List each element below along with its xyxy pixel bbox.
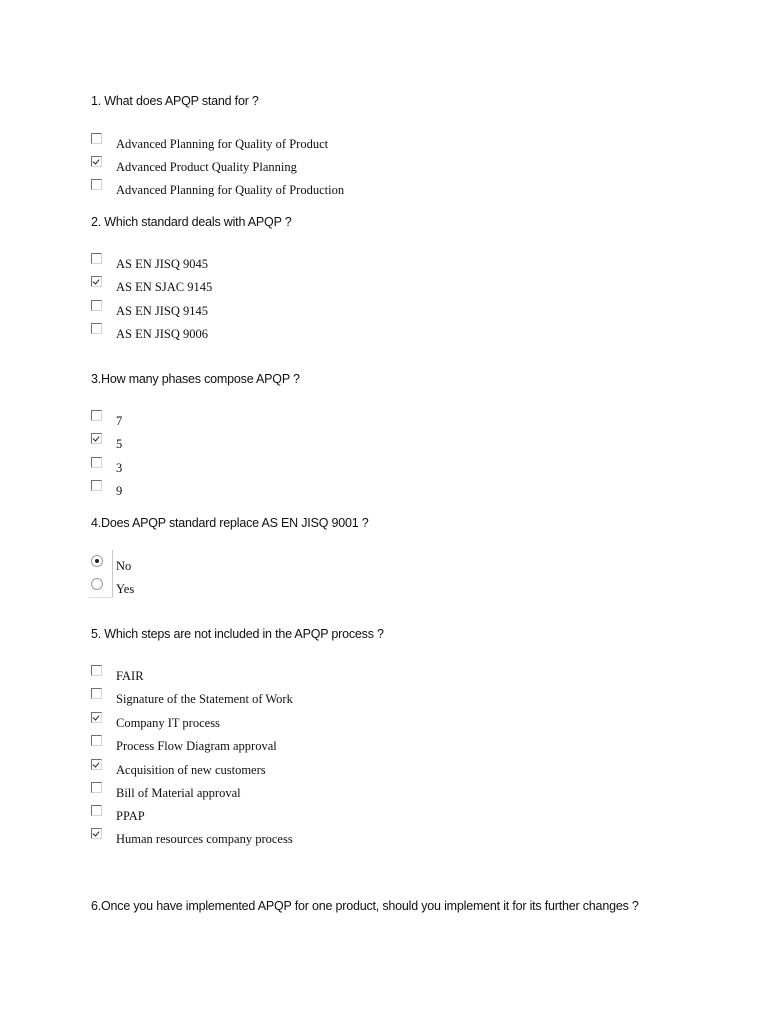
question-5-option-1[interactable] [0, 665, 600, 685]
option-label: 7 [116, 414, 123, 428]
radio-divider [112, 573, 113, 597]
option-label: Signature of the Statement of Work [116, 692, 293, 706]
checkbox[interactable] [91, 179, 102, 190]
question-2-option-4[interactable] [0, 323, 600, 343]
option-label: AS EN JISQ 9045 [116, 257, 209, 271]
question-5-option-4[interactable] [0, 735, 600, 755]
option-label: Bill of Material approval [116, 786, 241, 800]
option-label: 9 [116, 484, 123, 498]
option-label: Process Flow Diagram approval [116, 739, 277, 753]
question-3-option-4[interactable] [0, 480, 600, 500]
question-4-option-2[interactable] [0, 578, 600, 598]
question-1-option-2[interactable] [0, 156, 600, 176]
radio-divider [112, 550, 113, 574]
question-5-option-5[interactable] [0, 759, 600, 779]
checkbox[interactable] [91, 253, 102, 264]
question-2-option-2[interactable] [0, 276, 600, 296]
checkbox[interactable] [91, 828, 102, 839]
question-2-option-3[interactable] [0, 300, 600, 320]
checkbox[interactable] [91, 410, 102, 421]
question-2-option-1[interactable] [0, 253, 600, 273]
option-label: Company IT process [116, 716, 220, 730]
checkbox[interactable] [91, 276, 102, 287]
option-label: AS EN JISQ 9145 [116, 304, 209, 318]
checkbox[interactable] [91, 805, 102, 816]
question-5-option-7[interactable] [0, 805, 600, 825]
checkbox[interactable] [91, 300, 102, 311]
question-3-option-3[interactable] [0, 457, 600, 477]
question-5-option-2[interactable] [0, 688, 600, 708]
checkbox[interactable] [91, 688, 102, 699]
question-4-option-1[interactable] [0, 555, 600, 575]
checkbox[interactable] [91, 712, 102, 723]
option-label: Advanced Planning for Quality of Production [116, 183, 345, 197]
question-3-option-2[interactable] [0, 433, 600, 453]
question-4-text: 4.Does APQP standard replace AS EN JISQ 9001 ? [91, 516, 369, 530]
question-5-text: 5. Which steps are not included in the APQP process ? [91, 627, 384, 641]
question-5-option-6[interactable] [0, 782, 600, 802]
option-label: 3 [116, 461, 123, 475]
option-label: No [116, 559, 132, 573]
checkbox[interactable] [91, 759, 102, 770]
question-2-text: 2. Which standard deals with APQP ? [91, 215, 292, 229]
radio-divider [89, 597, 113, 598]
option-label: 5 [116, 437, 123, 451]
checkbox[interactable] [91, 323, 102, 334]
option-label: AS EN JISQ 9006 [116, 327, 209, 341]
option-label: Acquisition of new customers [116, 763, 266, 777]
option-label: Advanced Planning for Quality of Product [116, 137, 329, 151]
question-1-option-1[interactable] [0, 133, 600, 153]
checkbox[interactable] [91, 156, 102, 167]
checkbox[interactable] [91, 480, 102, 491]
radio-button[interactable] [91, 555, 103, 567]
question-3-text: 3.How many phases compose APQP ? [91, 372, 300, 386]
option-label: FAIR [116, 669, 144, 683]
checkbox[interactable] [91, 433, 102, 444]
checkbox[interactable] [91, 665, 102, 676]
checkbox[interactable] [91, 782, 102, 793]
option-label: Yes [116, 582, 135, 596]
question-6-text: 6.Once you have implemented APQP for one product, should you implement it for its further changes ? [91, 899, 639, 913]
option-label: AS EN SJAC 9145 [116, 280, 213, 294]
radio-button[interactable] [91, 578, 103, 590]
option-label: Human resources company process [116, 832, 293, 846]
question-5-option-3[interactable] [0, 712, 600, 732]
checkbox[interactable] [91, 735, 102, 746]
question-5-option-8[interactable] [0, 828, 600, 848]
checkbox[interactable] [91, 133, 102, 144]
checkbox[interactable] [91, 457, 102, 468]
question-1-option-3[interactable] [0, 179, 600, 199]
question-1-text: 1. What does APQP stand for ? [91, 94, 259, 108]
question-3-option-1[interactable] [0, 410, 600, 430]
option-label: PPAP [116, 809, 145, 823]
option-label: Advanced Product Quality Planning [116, 160, 297, 174]
